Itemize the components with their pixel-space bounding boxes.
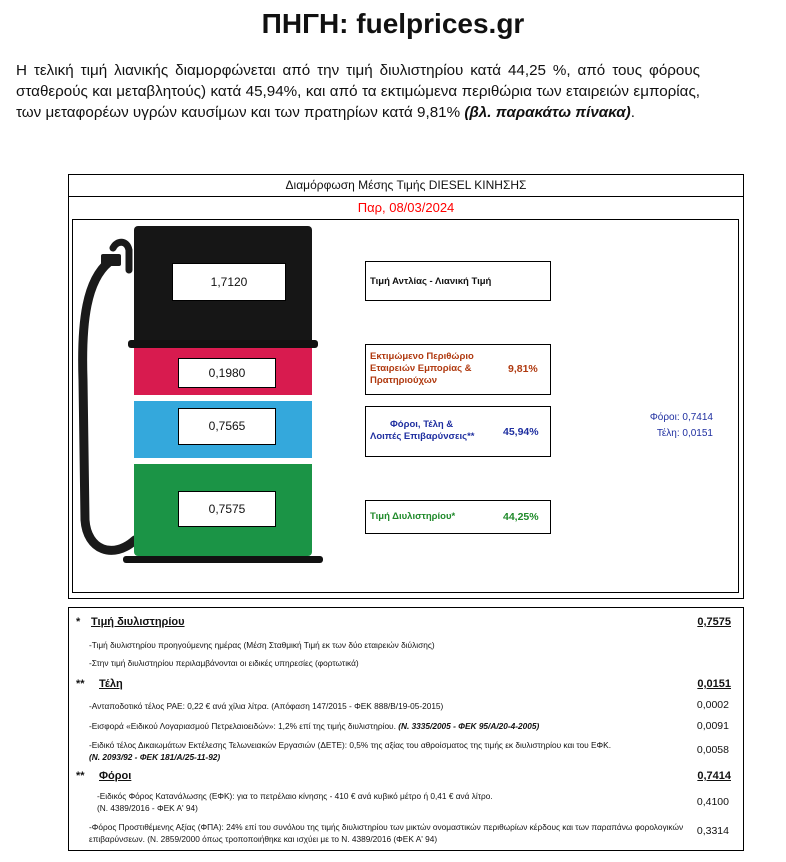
chart-body <box>72 219 739 593</box>
margin-label-line: Εταιρειών Εμπορίας & <box>370 363 472 374</box>
taxes-item-text: -Φόρος Προστιθέμενης Αξίας (ΦΠΑ): 24% επί του συνόλου της τιμής διυλιστηρίου των μικτών ονομαστικών περιθωρίων κέρδους και των παραπάνω φορολογικών επιβαρύνσεων. (Ν. 2859/2000 όπως τροποποιήθηκε και ισχύει με το Ν. 4389/2016 (ΦΕΚ Α' 94) <box>89 822 684 844</box>
fees-item-value: 0,0002 <box>696 699 729 711</box>
taxes-total: 0,7414 <box>697 770 731 782</box>
refinery-heading: Τιμή διυλιστηρίου <box>91 616 185 628</box>
fees-star: ** <box>76 678 85 690</box>
retail-price-value: 1,7120 <box>172 263 286 301</box>
taxes-label-text <box>370 419 474 443</box>
taxes-label-line: Λοιπές Επιβαρύνσεις** <box>370 431 475 442</box>
intro-paragraph <box>16 60 700 123</box>
refinery-label <box>365 500 551 534</box>
fees-item <box>89 739 694 763</box>
fees-item <box>89 700 689 712</box>
fees-item-text: -Εισφορά «Ειδικού Λογαριασμού Πετρελαιοειδών»: 1,2% επί της τιμής διυλιστηρίου. <box>89 721 399 731</box>
retail-price-label-text: Τιμή Αντλίας - Λιανική Τιμή <box>370 276 492 287</box>
taxes-note-label: Φόροι: <box>649 412 680 423</box>
taxes-note-row <box>633 410 713 426</box>
taxes-item-text: -Ειδικός Φόρος Κατανάλωσης (ΕΦΚ): για το πετρέλαιο κίνησης - 410 € ανά κυβικό μέτρο ή 0,41 € ανά λίτρο. <box>97 791 493 801</box>
pump-base <box>123 556 323 563</box>
taxes-item-value: 0,4100 <box>696 796 729 808</box>
intro-end: . <box>630 104 635 121</box>
fees-heading: Τέλη <box>99 678 123 690</box>
chart-title: Διαμόρφωση Μέσης Τιμής DIESEL ΚΙΝΗΣΗΣ <box>69 175 743 197</box>
intro-text: Η τελική τιμή λιανικής διαμορφώνεται από την τιμή διυλιστηρίου κατά 44,25 %, από τους φόρους σταθερούς και μεταβλητούς) κατά 45,94%, και από τα εκτιμώμενα περιθώρια των εταιρειών εμπορίας, των μεταφορέων υγρών καυσίμων και των πρατηρίων κατά 9,81% <box>16 62 700 121</box>
refinery-value: 0,7575 <box>178 491 276 527</box>
taxes-heading: Φόροι <box>99 770 132 782</box>
refinery-percent: 44,25% <box>503 511 539 523</box>
fees-item-text: -Ειδικό τέλος Δικαιωμάτων Εκτέλεσης Τελωνειακών Εργασιών (ΔΕΤΕ): 0,5% της αξίας του αθροίσματος της τιμής εκ διυλιστηρίου και του ΕΦΚ. <box>89 740 612 750</box>
fees-item-value: 0,0058 <box>696 744 729 756</box>
fees-item-ref: (Ν. 2093/92 - ΦΕΚ 181/Α/25-11-92) <box>89 752 221 762</box>
fees-item-text: -Ανταποδοτικό τέλος ΡΑΕ: 0,22 € ανά χίλια λίτρα. (Απόφαση 147/2015 - ΦΕΚ 888/Β/19-05-2015) <box>89 701 444 711</box>
fees-total: 0,0151 <box>697 678 731 690</box>
taxes-item <box>97 790 692 814</box>
fees-item-ref: (Ν. 3335/2005 - ΦΕΚ 95/Α/20-4-2005) <box>398 721 540 731</box>
margin-value: 0,1980 <box>178 358 276 388</box>
margin-label-line: Πρατηριούχων <box>370 375 438 386</box>
refinery-note: -Στην τιμή διυλιστηρίου περιλαμβάνονται οι ειδικές υπηρεσίες (φορτωτικά) <box>89 658 359 668</box>
taxes-note-value: 0,7414 <box>682 412 713 423</box>
fees-note-value: 0,0151 <box>682 428 713 439</box>
fees-item <box>89 720 689 732</box>
chart-date: Παρ, 08/03/2024 <box>357 200 455 215</box>
refinery-star: * <box>76 616 81 628</box>
margin-label-text <box>370 351 474 387</box>
taxes-percent: 45,94% <box>503 426 539 438</box>
price-composition-chart <box>68 174 744 599</box>
taxes-value: 0,7565 <box>178 408 276 445</box>
refinery-note: -Τιμή διυλιστηρίου προηγούμενης ημέρας (Μέση Σταθμική Τιμή εκ των δύο εταιρειών διύλισης) <box>89 640 435 650</box>
refinery-label-text: Τιμή Διυλιστηρίου* <box>370 511 456 522</box>
margin-label <box>365 344 551 395</box>
fees-item-value: 0,0091 <box>696 720 729 732</box>
taxes-item <box>89 821 684 845</box>
fees-note-row <box>633 426 713 442</box>
page-heading: ΠΗΓΗ: fuelprices.gr <box>261 8 525 39</box>
margin-percent: 9,81% <box>508 363 538 375</box>
taxes-fees-note <box>633 410 713 442</box>
taxes-label <box>365 406 551 457</box>
price-breakdown-table <box>68 607 744 851</box>
intro-emphasis: (βλ. παρακάτω πίνακα) <box>464 104 631 121</box>
taxes-label-line: Φόροι, Τέλη & <box>390 419 454 430</box>
taxes-star: ** <box>76 770 85 782</box>
pump-band-1 <box>128 340 318 348</box>
taxes-item-ref: (Ν. 4389/2016 - ΦΕΚ Α' 94) <box>97 803 198 813</box>
taxes-item-value: 0,3314 <box>696 825 729 837</box>
fees-note-label: Τέλη: <box>656 428 680 439</box>
retail-price-label <box>365 261 551 301</box>
refinery-total: 0,7575 <box>697 616 731 628</box>
margin-label-line: Εκτιμώμενο Περιθώριο <box>370 351 474 362</box>
